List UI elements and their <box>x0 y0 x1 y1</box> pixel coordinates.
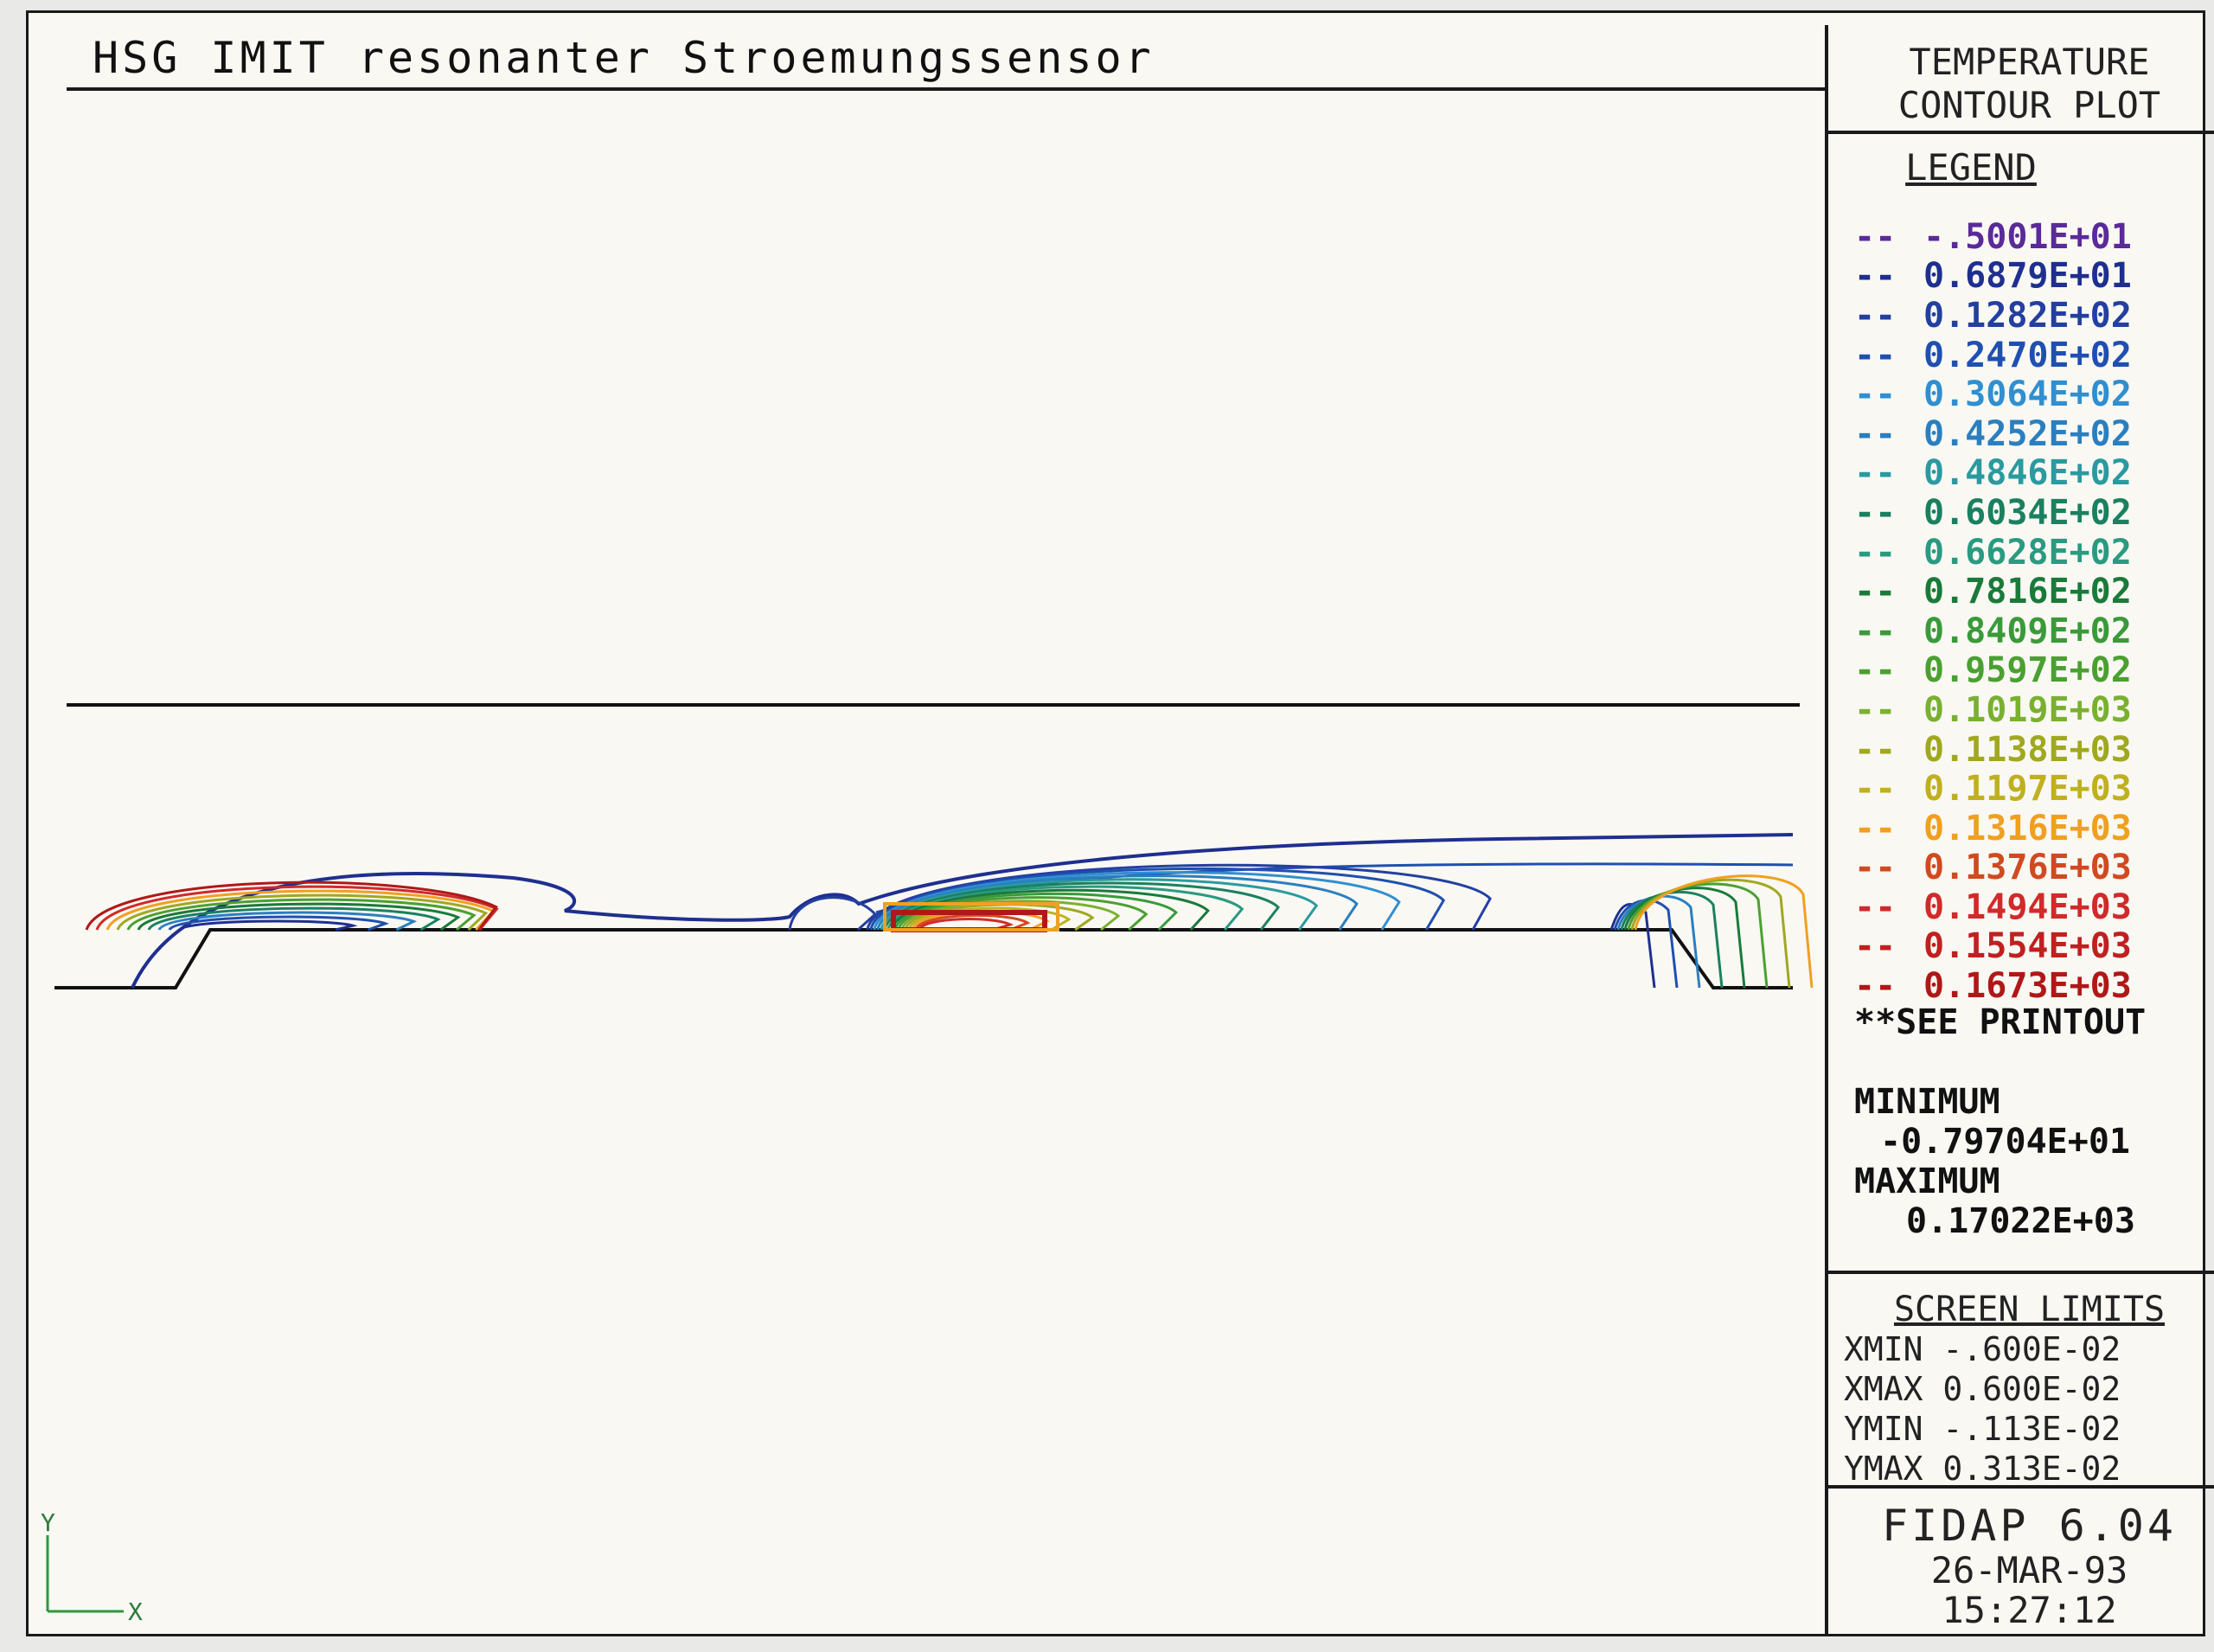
x-axis-label: X <box>128 1598 143 1626</box>
legend-dash-swatch: -- <box>1854 769 1897 810</box>
contour-line <box>1618 896 1699 988</box>
legend-level-label: 0.1494E+03 <box>1923 887 2132 927</box>
ymax-row: YMAX 0.313E-02 <box>1844 1450 2121 1488</box>
legend-level-label: 0.6879E+01 <box>1923 256 2132 297</box>
legend-dash-swatch: -- <box>1854 375 1897 415</box>
minimum-value: -0.79704E+01 <box>1880 1122 2130 1162</box>
legend-dash-swatch: -- <box>1854 453 1897 494</box>
legend-row <box>1854 454 2132 494</box>
plot-title-line-2: CONTOUR PLOT <box>1897 84 2161 126</box>
legend-dash-swatch: -- <box>1854 532 1897 573</box>
legend-dash-swatch: -- <box>1854 729 1897 770</box>
legend-level-label: 0.9597E+02 <box>1923 650 2132 691</box>
software-name: FIDAP 6.04 <box>1881 1501 2178 1551</box>
legend-dash-swatch: -- <box>1854 492 1897 533</box>
legend-row <box>1854 336 2132 375</box>
legend-row <box>1854 217 2132 257</box>
see-printout-note: **SEE PRINTOUT <box>1854 1002 2147 1042</box>
legend-row <box>1854 533 2132 573</box>
legend-level-label: 0.7816E+02 <box>1923 572 2132 612</box>
legend-level-label: -.5001E+01 <box>1923 216 2132 257</box>
legend-row <box>1854 493 2132 533</box>
ymin-row: YMIN -.113E-02 <box>1844 1410 2121 1448</box>
legend-level-label: 0.1197E+03 <box>1923 769 2132 810</box>
run-date: 26-MAR-93 <box>1930 1549 2128 1591</box>
xmax-row: XMAX 0.600E-02 <box>1844 1370 2121 1408</box>
y-axis-label: Y <box>41 1508 55 1537</box>
legend-dash-swatch: -- <box>1854 216 1897 257</box>
legend-row <box>1854 690 2132 730</box>
legend-level-label: 0.3064E+02 <box>1923 375 2132 415</box>
legend-dash-swatch: -- <box>1854 295 1897 336</box>
plot-type-title <box>1828 25 2214 134</box>
legend-list <box>1854 217 2132 1006</box>
legend-dash-swatch: -- <box>1854 848 1897 888</box>
legend-dash-swatch: -- <box>1854 689 1897 730</box>
legend-level-label: 0.1138E+03 <box>1923 729 2132 770</box>
legend-row <box>1854 730 2132 770</box>
legend-level-label: 0.1282E+02 <box>1923 295 2132 336</box>
legend-level-label: 0.1673E+03 <box>1923 966 2132 1007</box>
legend-row <box>1854 651 2132 691</box>
run-time: 15:27:12 <box>1942 1589 2117 1631</box>
xmin-row: XMIN -.600E-02 <box>1844 1330 2121 1368</box>
screen-limits-heading: SCREEN LIMITS <box>1893 1290 2166 1329</box>
legend-level-label: 0.6034E+02 <box>1923 492 2132 533</box>
legend-dash-swatch: -- <box>1854 572 1897 612</box>
maximum-label: MAXIMUM <box>1854 1162 2000 1201</box>
legend-heading: LEGEND <box>1905 146 2037 189</box>
legend-level-label: 0.2470E+02 <box>1923 335 2132 375</box>
legend-row <box>1854 927 2132 967</box>
legend-dash-swatch: -- <box>1854 926 1897 967</box>
plot-title-line-1: TEMPERATURE <box>1909 41 2150 83</box>
legend-row <box>1854 611 2132 651</box>
contour-lines <box>86 835 1812 988</box>
legend-level-label: 0.1554E+03 <box>1923 926 2132 967</box>
minimum-label: MINIMUM <box>1854 1082 2000 1122</box>
legend-row <box>1854 257 2132 297</box>
legend-level-label: 0.8409E+02 <box>1923 611 2132 651</box>
legend-dash-swatch: -- <box>1854 966 1897 1007</box>
plot-sheet <box>26 10 2205 1636</box>
contour-plot-area <box>29 13 1827 1639</box>
right-info-panel <box>1825 25 2214 1636</box>
legend-row <box>1854 375 2132 414</box>
legend-level-label: 0.1316E+03 <box>1923 808 2132 848</box>
legend-dash-swatch: -- <box>1854 887 1897 927</box>
legend-dash-swatch: -- <box>1854 808 1897 848</box>
legend-row <box>1854 296 2132 336</box>
legend-level-label: 0.1376E+03 <box>1923 848 2132 888</box>
legend-level-label: 0.4252E+02 <box>1923 413 2132 454</box>
legend-level-label: 0.1019E+03 <box>1923 689 2132 730</box>
legend-dash-swatch: -- <box>1854 335 1897 375</box>
legend-row <box>1854 572 2132 611</box>
screen-limits-box <box>1828 1271 2214 1489</box>
legend-row <box>1854 966 2132 1006</box>
wafer-surface-boundary <box>54 930 1793 988</box>
legend-level-label: 0.4846E+02 <box>1923 453 2132 494</box>
legend-dash-swatch: -- <box>1854 650 1897 691</box>
legend-row <box>1854 809 2132 848</box>
legend-dash-swatch: -- <box>1854 611 1897 651</box>
legend-row <box>1854 414 2132 454</box>
legend-dash-swatch: -- <box>1854 256 1897 297</box>
legend-row <box>1854 848 2132 888</box>
legend-row <box>1854 769 2132 809</box>
legend-row <box>1854 887 2132 927</box>
legend-dash-swatch: -- <box>1854 413 1897 454</box>
legend-level-label: 0.6628E+02 <box>1923 532 2132 573</box>
software-stamp <box>1828 1489 2214 1636</box>
maximum-value: 0.17022E+03 <box>1906 1201 2135 1241</box>
plot-header-title: HSG IMIT resonanter Stroemungssensor <box>67 25 1827 91</box>
